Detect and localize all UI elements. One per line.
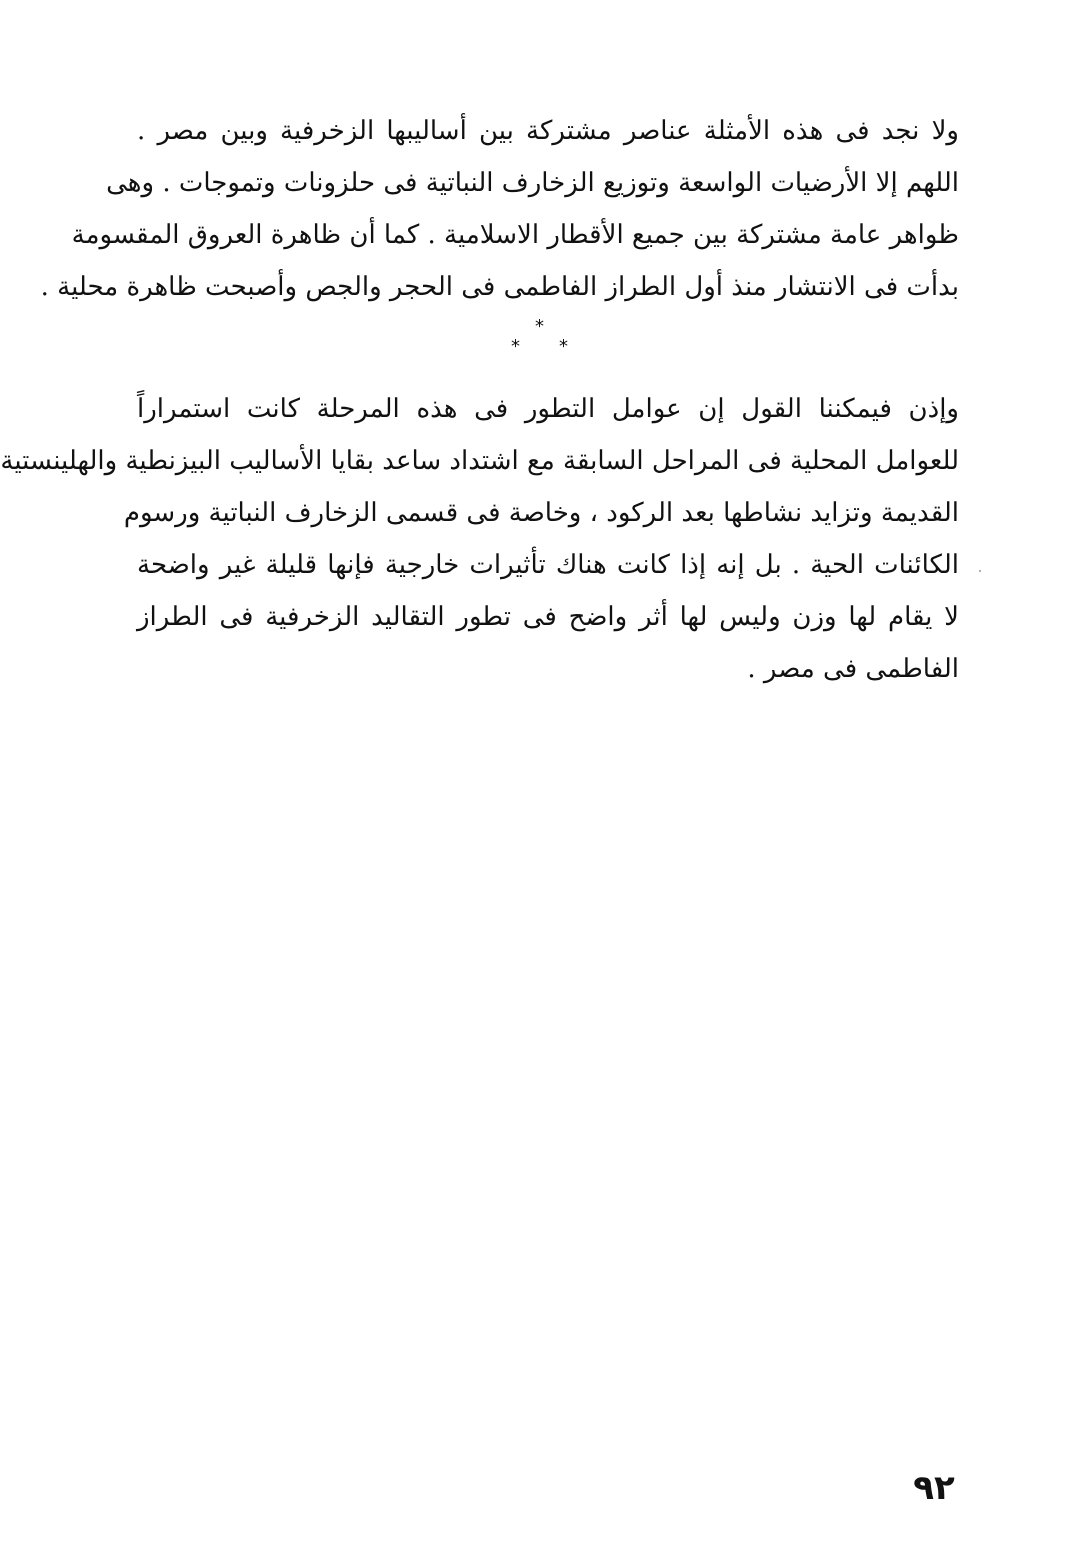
asterism-separator [489,318,599,368]
scan-speck [979,570,981,572]
page-number: ٩٢ [913,1468,955,1508]
paragraph-2-line: لا يقام لها وزن وليس لها أثر واضح فى تطور التقاليد الزخرفية فى الطراز [137,602,959,632]
paragraph-2-line: الفاطمى فى مصر . [747,654,959,684]
paragraph-2-line: للعوامل المحلية فى المراحل السابقة مع اشتداد ساعد بقايا الأساليب البيزنطية والهلينستية [0,446,959,476]
paragraph-1 [40,105,959,313]
paragraph-2-line: القديمة وتزايد نشاطها بعد الركود ، وخاصة فى قسمى الزخارف النباتية ورسوم [123,498,959,528]
separator-asterisk: * [535,316,544,337]
paragraph-1-line: ولا نجد فى هذه الأمثلة عناصر مشتركة بين أساليبها الزخرفية وبين مصر . [137,116,959,146]
paragraph-2-line: الكائنات الحية . بل إنه إذا كانت هناك تأثيرات خارجية فإنها قليلة غير واضحة [137,550,959,580]
separator-asterisk: * [511,336,520,357]
paragraph-1-line: بدأت فى الانتشار منذ أول الطراز الفاطمى فى الحجر والجص وأصبحت ظاهرة محلية . [40,272,959,302]
paragraph-2-line: وإذن فيمكننا القول إن عوامل التطور فى هذه المرحلة كانت استمراراً [137,394,959,424]
paragraph-2 [0,383,959,695]
paragraph-1-line: اللهم إلا الأرضيات الواسعة وتوزيع الزخارف النباتية فى حلزونات وتموجات . وهى [106,168,959,198]
separator-asterisk: * [559,336,568,357]
paragraph-1-line: ظواهر عامة مشتركة بين جميع الأقطار الاسلامية . كما أن ظاهرة العروق المقسومة [71,220,959,250]
